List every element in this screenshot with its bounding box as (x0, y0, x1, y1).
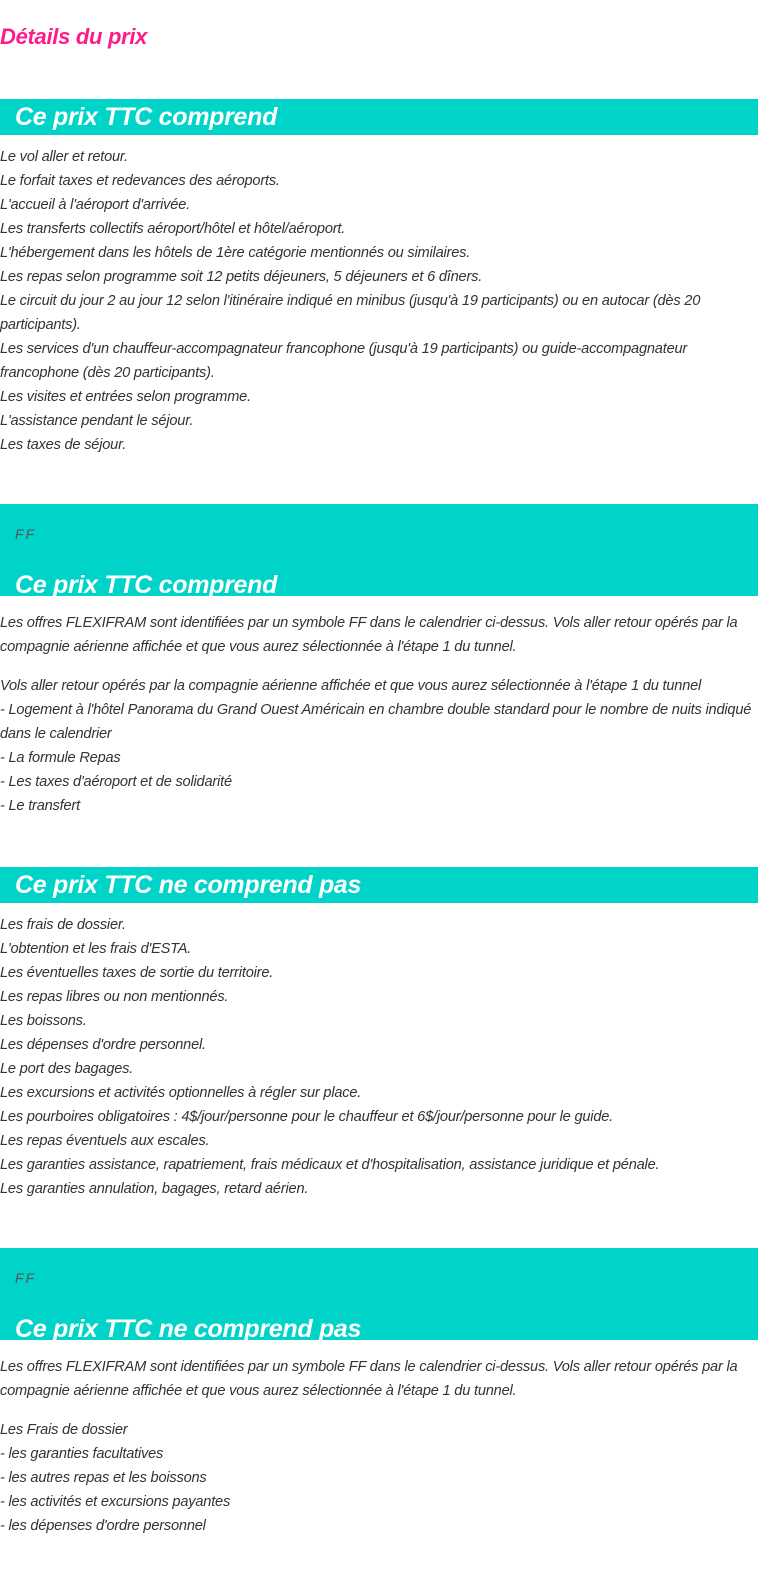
list-item: Les frais de dossier. (0, 917, 126, 933)
list-item: - les activités et excursions payantes (0, 1494, 231, 1510)
included-flexifram-list (0, 674, 758, 818)
list-item: Les visites et entrées selon programme. (0, 389, 251, 405)
list-item: - les autres repas et les boissons (0, 1470, 207, 1486)
list-item: Les taxes de séjour. (0, 437, 127, 453)
list-item: Le vol aller et retour. (0, 149, 128, 165)
list-item: Les pourboires obligatoires : 4$/jour/personne pour le chauffeur et 6$/jour/personne pour le guide. (0, 1109, 614, 1125)
list-item: - Les taxes d'aéroport et de solidarité (0, 774, 232, 790)
list-item: Le port des bagages. (0, 1061, 134, 1077)
list-item: Les boissons. (0, 1013, 87, 1029)
section-header (0, 99, 758, 135)
section-not-included-flexifram (0, 1248, 758, 1538)
ff-badge: FF (15, 1270, 37, 1286)
list-item: Les repas selon programme soit 12 petits déjeuners, 5 déjeuners et 6 dîners. (0, 269, 483, 285)
list-item: Les Frais de dossier (0, 1422, 128, 1438)
list-item: L'obtention et les frais d'ESTA. (0, 941, 192, 957)
section-included-flexifram (0, 504, 758, 818)
list-item: L'accueil à l'aéroport d'arrivée. (0, 197, 190, 213)
not-included-flexifram-list (0, 1418, 758, 1538)
section-included (0, 99, 758, 457)
ff-badge: FF (15, 526, 37, 542)
section-header (0, 1248, 758, 1343)
section-header (0, 867, 758, 903)
list-item: - La formule Repas (0, 750, 121, 766)
list-item: Les garanties annulation, bagages, retard aérien. (0, 1181, 309, 1197)
section-header (0, 504, 758, 599)
not-included-list (0, 913, 758, 1201)
section-heading: Ce prix TTC ne comprend pas (15, 871, 362, 899)
list-item: - Le transfert (0, 798, 80, 814)
list-item: Les dépenses d'ordre personnel. (0, 1037, 206, 1053)
list-item: - les garanties facultatives (0, 1446, 164, 1462)
list-item: Les éventuelles taxes de sortie du territoire. (0, 965, 274, 981)
list-item: Les garanties assistance, rapatriement, frais médicaux et d'hospitalisation, assistance juridique et pénale. (0, 1157, 660, 1173)
page-title: Détails du prix (0, 24, 148, 49)
list-item: Les transferts collectifs aéroport/hôtel et hôtel/aéroport. (0, 221, 346, 237)
list-item: - les dépenses d'ordre personnel (0, 1518, 206, 1534)
list-item: Les repas libres ou non mentionnés. (0, 989, 229, 1005)
list-item: Le circuit du jour 2 au jour 12 selon l'itinéraire indiqué en minibus (jusqu'à 19 participants) ou en autocar (dès 20 participants). (0, 293, 701, 333)
section-heading: Ce prix TTC ne comprend pas (15, 1315, 362, 1343)
list-item: Les services d'un chauffeur-accompagnateur francophone (jusqu'à 19 participants) ou guide-accompagnateur francophone (dès 20 participants). (0, 341, 688, 381)
flexifram-intro: Les offres FLEXIFRAM sont identifiées par un symbole FF dans le calendrier ci-dessus. Vols aller retour opérés par la compagnie aérienne affichée et que vous aurez sélectionnée à l'étape 1 du tunnel. (0, 615, 738, 655)
list-item: Les excursions et activités optionnelles à régler sur place. (0, 1085, 362, 1101)
included-list (0, 145, 758, 457)
list-item: Le forfait taxes et redevances des aéroports. (0, 173, 280, 189)
list-item: L'assistance pendant le séjour. (0, 413, 194, 429)
list-item: Les repas éventuels aux escales. (0, 1133, 210, 1149)
section-heading: Ce prix TTC comprend (15, 103, 278, 131)
flexifram-intro: Les offres FLEXIFRAM sont identifiées par un symbole FF dans le calendrier ci-dessus. Vols aller retour opérés par la compagnie aérienne affichée et que vous aurez sélectionnée à l'étape 1 du tunnel. (0, 1359, 738, 1399)
section-heading: Ce prix TTC comprend (15, 571, 278, 599)
list-item: L'hébergement dans les hôtels de 1ère catégorie mentionnés ou similaires. (0, 245, 471, 261)
section-not-included (0, 867, 758, 1201)
list-item: Vols aller retour opérés par la compagnie aérienne affichée et que vous aurez sélectionnée à l'étape 1 du tunnel (0, 678, 702, 694)
list-item: - Logement à l'hôtel Panorama du Grand Ouest Américain en chambre double standard pour le nombre de nuits indiqué dans le calendrier (0, 702, 752, 742)
